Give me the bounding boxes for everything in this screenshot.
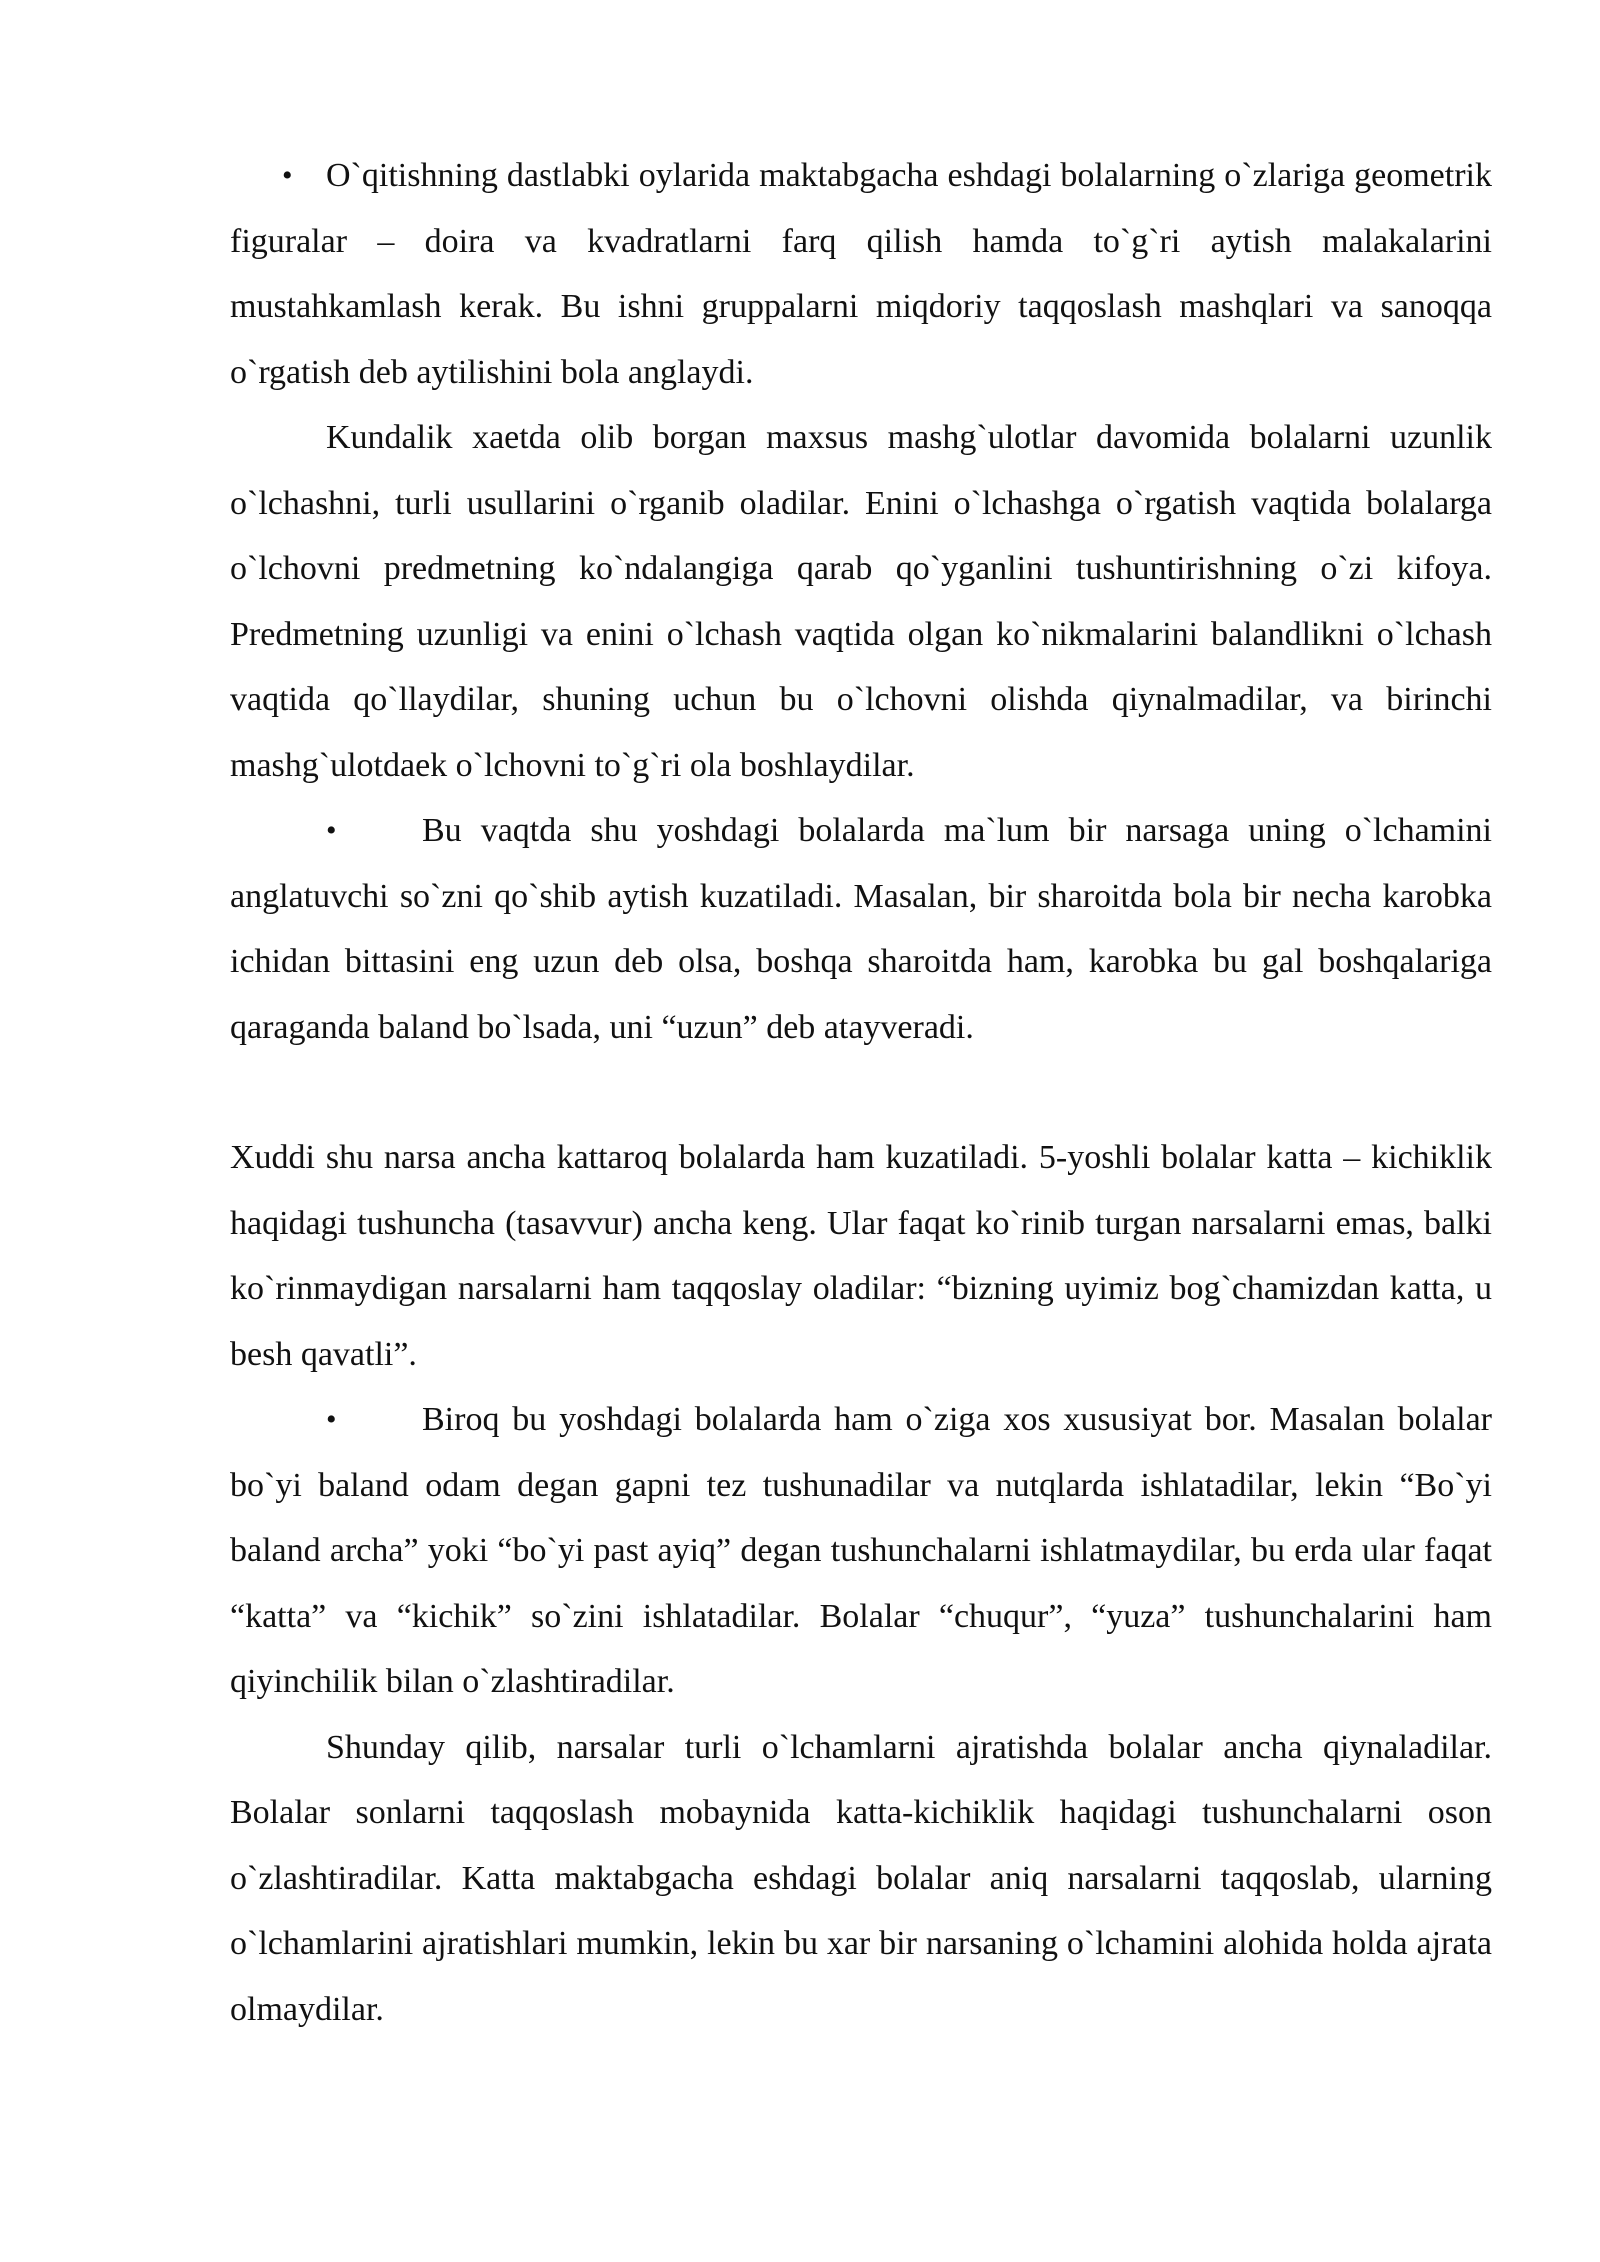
document-body xyxy=(230,143,1492,2042)
paragraph-4-text: Xuddi shu narsa ancha kattaroq bolalarda ham kuzatiladi. 5-yoshli bolalar katta – kichiklik haqidagi tushuncha (tasavvur) ancha keng. Ular faqat ko`rinib turgan narsalarni emas, balki ko`rinmaydigan narsalarni ham taqqoslay oladilar: “bizning uyimiz bog`chamizdan katta, u besh qavatli”. xyxy=(230,1139,1492,1373)
paragraph-3 xyxy=(230,798,1492,1060)
paragraph-2 xyxy=(230,405,1492,798)
paragraph-3-text: Bu vaqtda shu yoshdagi bolalarda ma`lum bir narsaga uning o`lchamini anglatuvchi so`zni qo`shib aytish kuzatiladi. Masalan, bir sharoitda bola bir necha karobka ichidan bittasini eng uzun deb olsa, boshqa sharoitda ham, karobka bu gal boshqalariga qaraganda baland bo`lsada, uni “uzun” deb atayveradi. xyxy=(230,812,1492,1046)
bullet-3: • xyxy=(326,1403,337,1436)
paragraph-5-text: Biroq bu yoshdagi bolalarda ham o`ziga xos xususiyat bor. Masalan bolalar bo`yi baland odam degan gapni tez tushunadilar va nutqlarda ishlatadilar, lekin “Bo`yi baland archa” yoki “bo`yi past ayiq” degan tushunchalarni ishlatmaydilar, bu erda ular faqat “katta” va “kichik” so`zini ishlatadilar. Bolalar “chuqur”, “yuza” tushunchalarini ham qiyinchilik bilan o`zlashtiradilar. xyxy=(230,1401,1492,1700)
paragraph-6-text: Shunday qilib, narsalar turli o`lchamlarni ajratishda bolalar ancha qiynaladilar. Bolalar sonlarni taqqoslash mobaynida katta-kichiklik haqidagi tushunchalarni oson o`zlashtiradilar. Katta maktabgacha eshdagi bolalar aniq narsalarni taqqoslab, ularning o`lchamlarini ajratishlari mumkin, lekin bu xar bir narsaning o`lchamini alohida holda ajrata olmaydilar. xyxy=(230,1728,1492,2028)
paragraph-1 xyxy=(230,143,1492,405)
paragraph-gap xyxy=(230,1060,1492,1125)
paragraph-6 xyxy=(230,1715,1492,2043)
paragraph-1-text: O`qitishning dastlabki oylarida maktabgacha eshdagi bolalarning o`zlariga geometrik figuralar – doira va kvadratlarni farq qilish hamda to`g`ri aytish malakalarini mustahkamlash kerak. Bu ishni gruppalarni miqdoriy taqqoslash mashqlari va sanoqqa o`rgatish deb aytilishini bola anglaydi. xyxy=(230,157,1492,391)
paragraph-4 xyxy=(230,1125,1492,1387)
bullet-1: • xyxy=(282,159,293,192)
paragraph-2-text: Kundalik xaetda olib borgan maxsus mashg`ulotlar davomida bolalarni uzunlik o`lchashni, turli usullarini o`rganib oladilar. Enini o`lchashga o`rgatish vaqtida bolalarga o`lchovni predmetning ko`ndalangiga qarab qo`yganlini tushuntirishning o`zi kifoya. Predmetning uzunligi va enini o`lchash vaqtida olgan ko`nikmalarini balandlikni o`lchash vaqtida qo`llaydilar, shuning uchun bu o`lchovni olishda qiynalmadilar, va birinchi mashg`ulotdaek o`lchovni to`g`ri ola boshlaydilar. xyxy=(230,419,1492,784)
bullet-2: • xyxy=(326,814,337,847)
paragraph-5 xyxy=(230,1387,1492,1715)
